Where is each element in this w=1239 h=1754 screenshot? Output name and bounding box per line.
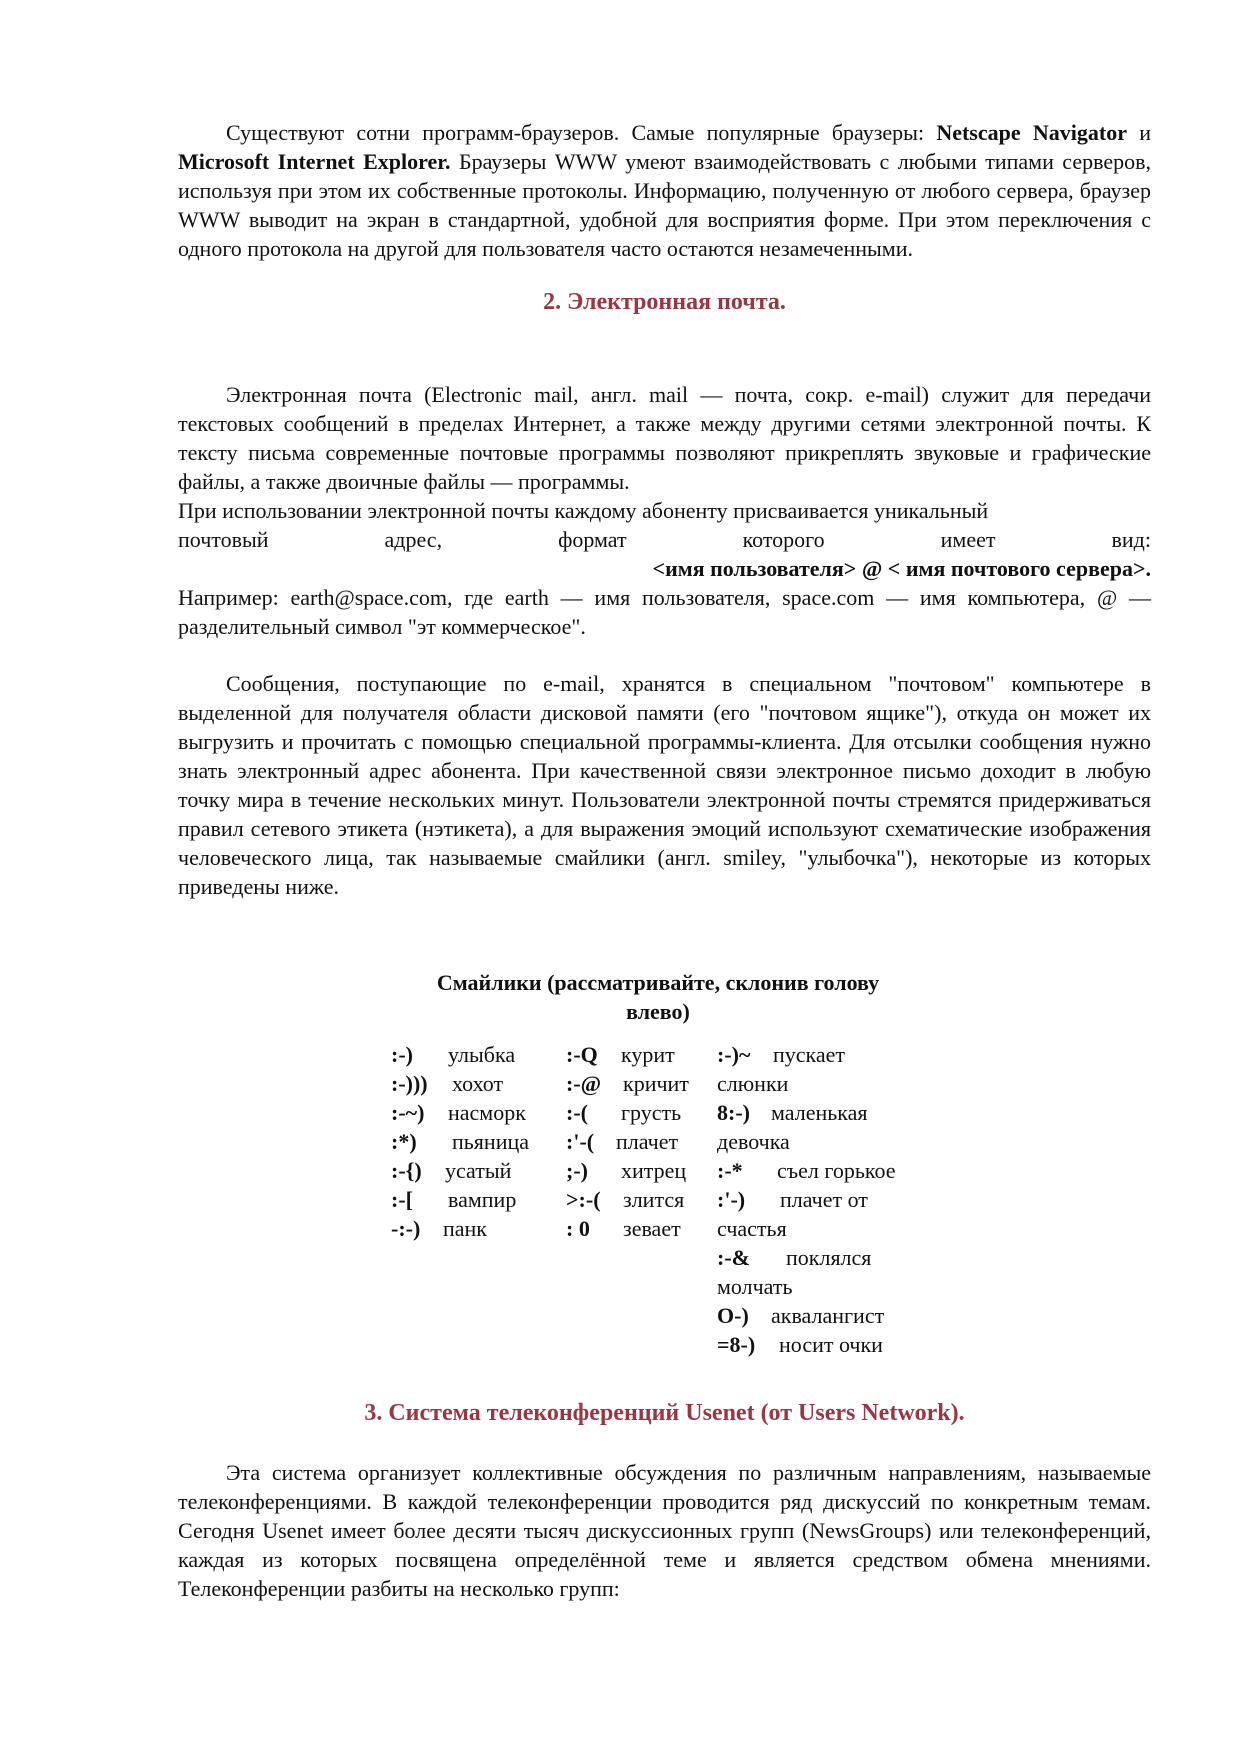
addr-word: которого <box>742 527 825 552</box>
intro-text-start: Существуют сотни программ-браузеров. Самые популярные браузеры: <box>226 120 937 145</box>
smiley-meaning: насморк <box>448 1100 526 1125</box>
smiley-meaning: маленькая <box>771 1100 868 1125</box>
smiley-meaning: плачет от <box>780 1187 868 1212</box>
smiley-meaning-cont: слюнки <box>717 1071 789 1096</box>
smiley-meaning-cont: молчать <box>717 1274 793 1299</box>
section2-heading-wrap <box>178 286 1151 318</box>
smiley-code: :-) <box>391 1042 413 1067</box>
smiley-code: :'-( <box>566 1129 595 1154</box>
smiley-code: : 0 <box>566 1216 590 1241</box>
smiley-meaning: панк <box>443 1216 487 1241</box>
smiley-meaning: плачет <box>616 1129 679 1154</box>
smiley-code: 8:-) <box>717 1100 750 1125</box>
smiley-code: :-))) <box>391 1071 428 1096</box>
smiley-code: :-{) <box>391 1158 422 1183</box>
smiley-meaning: пускает <box>773 1042 846 1067</box>
smileys-caption <box>398 968 918 1026</box>
smiley-meaning: улыбка <box>448 1042 516 1067</box>
smiley-meaning-cont: девочка <box>717 1129 790 1154</box>
intro-text-rest: Браузеры WWW умеют взаимодействовать с любыми типами серверов, используя при этом их собственные протоколы. Информацию, полученную от любого сервера, браузер WWW выводит на экран в стандартной, удобной для восприятия форме. При этом переключения с одного протокола на другой для пользователя часто остаются незамеченными. <box>178 149 1151 261</box>
smiley-code: :-& <box>717 1245 750 1270</box>
smiley-meaning-cont: счастья <box>717 1216 787 1241</box>
smiley-code: :*) <box>391 1129 417 1154</box>
smiley-meaning: съел горькое <box>777 1158 896 1183</box>
addr-word: вид: <box>1111 527 1151 552</box>
addr-word: адрес, <box>384 527 443 552</box>
addr-word: почтовый <box>178 527 269 552</box>
intro-section <box>178 118 1151 263</box>
smiley-code: :-( <box>566 1100 588 1125</box>
smiley-meaning: злится <box>623 1187 685 1212</box>
smiley-meaning: пьяница <box>452 1129 530 1154</box>
address-format: <имя пользователя> @ < имя почтового сервера>. <box>652 556 1151 581</box>
section3-body <box>178 1458 1151 1603</box>
smiley-meaning: поклялся <box>786 1245 872 1270</box>
smiley-code: :-~) <box>391 1100 425 1125</box>
smileys-caption-line1: Смайлики (рассматривайте, склонив голову <box>436 970 880 995</box>
email-intro-paragraph: Электронная почта (Electronic mail, англ. mail — почта, сокр. e-mail) служит для передачи текстовых сообщений в пределах Интернет, а также между другими сетями электронной почты. К тексту письма современные почтовые программы позволяют прикреплять звуковые и графические файлы, а также двоичные файлы — программы. <box>178 382 1151 494</box>
smiley-code: :-@ <box>566 1071 602 1096</box>
netscape-term: Netscape Navigator <box>936 120 1127 145</box>
smiley-meaning: носит очки <box>779 1332 883 1357</box>
smiley-meaning: курит <box>621 1042 675 1067</box>
smileys-table <box>0 1040 1239 1360</box>
smiley-code: >:-( <box>566 1187 601 1212</box>
mailbox-paragraph: Сообщения, поступающие по e-mail, хранятся в специальном "почтовом" компьютере в выделенной для получателя области дисковой памяти (его "почтовом ящике"), откуда он может их выгрузить и прочитать с помощью специальной программы-клиента. Для отсылки сообщения нужно знать электронный адрес абонента. При качественной связи электронное письмо доходит в любую точку мира в течение нескольких минут. Пользователи электронной почты стремятся придерживаться правил сетевого этикета (нэтикета), а для выражения эмоций используют схематические изображения человеческого лица, так называемые смайлики (англ. smiley, "улыбочка"), некоторые из которых приведены ниже. <box>178 671 1151 899</box>
smiley-meaning: вампир <box>448 1187 517 1212</box>
smiley-meaning: зевает <box>623 1216 681 1241</box>
addr-word: формат <box>558 527 627 552</box>
address-example-paragraph: Например: earth@space.com, где earth — имя пользователя, space.com — имя компьютера, @ — разделительный символ "эт коммерческое". <box>178 585 1151 639</box>
smiley-meaning: хохот <box>452 1071 504 1096</box>
section3-title: 3. Система телеконференций Usenet (от Users Network). <box>364 1400 965 1426</box>
smiley-meaning: аквалангист <box>771 1303 885 1328</box>
section2-title: 2. Электронная почта. <box>543 289 786 315</box>
section2-body-2 <box>178 669 1151 901</box>
smiley-meaning: хитрец <box>621 1158 687 1183</box>
smiley-code: :-Q <box>566 1042 598 1067</box>
smiley-code: :-[ <box>391 1187 413 1212</box>
smileys-caption-line2: влево) <box>626 999 690 1024</box>
intro-paragraph <box>178 118 1151 263</box>
address-paragraph: При использовании электронной почты каждому абоненту присваивается уникальный <box>178 498 989 523</box>
addr-word: имеет <box>940 527 996 552</box>
smiley-code: ;-) <box>566 1158 588 1183</box>
smiley-code: :'-) <box>717 1187 746 1212</box>
intro-and: и <box>1126 120 1151 145</box>
smiley-code: :-)~ <box>717 1042 751 1067</box>
usenet-paragraph: Эта система организует коллективные обсуждения по различным направлениям, называемые телеконференциями. В каждой телеконференции проводится ряд дискуссий по конкретным темам. Сегодня Usenet имеет более десяти тысяч дискуссионных групп (NewsGroups) или телеконференций, каждая из которых посвящена определённой теме и является средством обмена мнениями. Телеконференции разбиты на несколько групп: <box>178 1460 1151 1601</box>
msie-term: Microsoft Internet Explorer. <box>178 149 451 174</box>
smiley-code: :-* <box>717 1158 743 1183</box>
smiley-code: -:-) <box>391 1216 421 1241</box>
smiley-code: =8-) <box>717 1332 756 1357</box>
address-words-row <box>178 525 1151 554</box>
smiley-meaning: грусть <box>621 1100 682 1125</box>
smiley-code: O-) <box>717 1303 749 1328</box>
smiley-meaning: усатый <box>445 1158 512 1183</box>
smiley-meaning: кричит <box>623 1071 689 1096</box>
section3-heading-wrap <box>178 1397 1151 1429</box>
section2-body <box>178 380 1151 641</box>
